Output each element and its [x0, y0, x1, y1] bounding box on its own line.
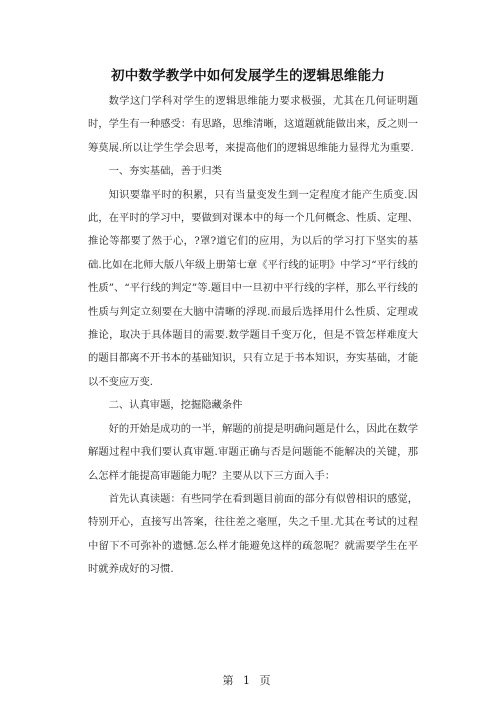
section-heading-1: 一、夯实基础，善于归类: [108, 165, 222, 178]
document-body: [88, 90, 418, 582]
document-title: 初中数学教学中如何发展学生的逻辑思维能力: [111, 68, 385, 84]
page-number: 第 1 页: [222, 674, 274, 687]
paragraph-reading: 首先认真读题：有些同学在看到题目前面的部分有似曾相识的感觉，特别开心，直接写出答案，往往差之毫厘，失之千里.尤其在考试的过程中留下不可弥补的遗憾.怎么样才能避免这样的疏忽呢？就需要学生在平时就养成好的习惯.: [88, 492, 418, 576]
section-heading-2: 二、认真审题，挖掘隐藏条件: [108, 399, 243, 412]
paragraph-intro: 数学这门学科对学生的逻辑思维能力要求极强，尤其在几何证明题时，学生有一种感受：有思路，思维清晰，这道题就能做出来，反之则一筹莫展.所以让学生学会思考，来提高他们的逻辑思维能力显得尤为重要.: [88, 95, 418, 154]
paragraph-section-1: 知识要靠平时的积累，只有当量变发生到一定程度才能产生质变.因此，在平时的学习中，要做到对课本中的每一个几何概念、性质、定理、推论等都要了然于心，?罩?道它们的应用，为以后的学习打下坚实的基础.比如在北师大版八年级上册第七章《平行线的证明》中学习“平行线的性质”、“平行线的判定”等.题目中一旦初中平行线的字样，那么平行线的性质与判定立刻要在大脑中清晰的浮现.而最后选择用什么性质、定理或推论，取决于具体题目的需要.数学题目千变万化，但是不管怎样难度大的题目都离不开书本的基础知识，只有立足于书本知识，夯实基础，才能以不变应万变.: [88, 188, 418, 388]
paragraph-section-2: 好的开始是成功的一半，解题的前提是明确问题是什么，因此在数学解题过程中我们要认真审题.审题正确与否是问题能不能解决的关键，那么怎样才能提高审题能力呢？主要从以下三方面入手：: [88, 422, 418, 482]
